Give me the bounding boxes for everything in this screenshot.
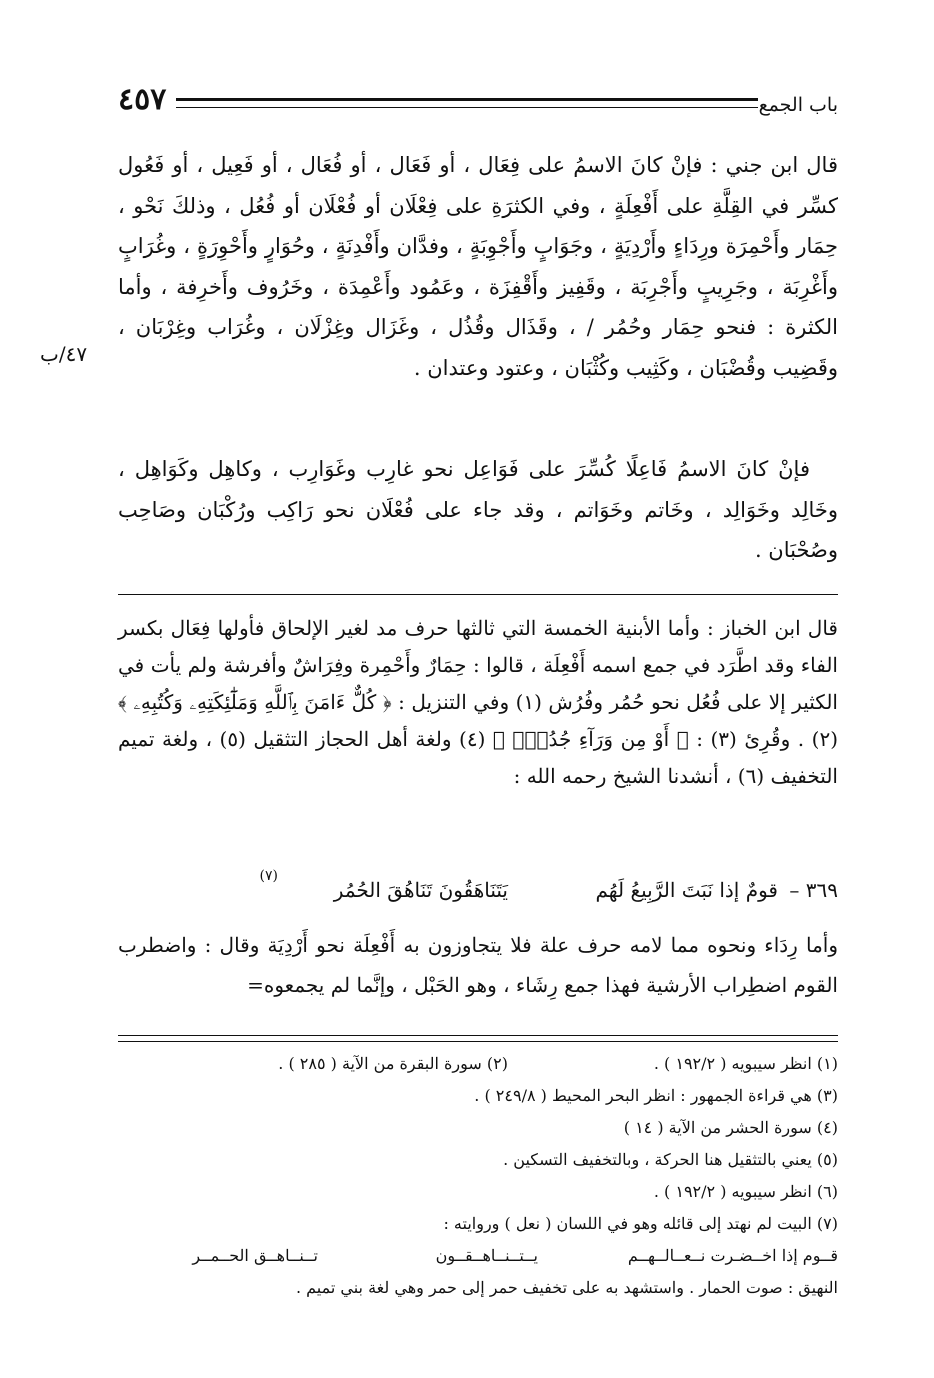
footnote-4: (٤) سورة الحشر من الآية ( ١٤ ) bbox=[623, 1118, 838, 1137]
footnote-poem-part-1: قــوم إذا اخــضـرت نــعــالــهــم bbox=[627, 1246, 838, 1265]
header-rule bbox=[176, 98, 758, 108]
footnote-5: (٥) يعني بالتثقيل هنا الحركة ، وبالتخفيف التسكين . bbox=[503, 1150, 838, 1169]
paragraph-fa3il: فإنْ كانَ الاسمُ فَاعِلًا كُسِّرَ على فَوَاعِل نحو غارِب وغَوَارِب ، وكاهِل وكَوَاهِل ، وخَالِد وخَوَالِد ، وخَاتم وخَوَاتم ، وقد جاء على فُعْلَان نحو رَاكِب ورُكْبَان وصَاحِب وصُحْبَان . bbox=[118, 457, 838, 562]
verse-number: ٣٦٩ – bbox=[789, 878, 838, 902]
margin-folio-note: ٤٧/ب bbox=[40, 342, 88, 366]
running-title: باب الجمع bbox=[758, 94, 838, 116]
section-separator bbox=[118, 594, 838, 595]
paragraph-rida: وأما رِدَاء ونحوه مما لامه حرف علة فلا يتجاوزون به أَفْعِلَة نحو أَرْدِيَة وقال : واضطرب القوم اضطِراب الأرشية فهذا جمع رِشَاء ، وهو الحَبْل ، وإنَّما لم يجمعوه= bbox=[118, 933, 838, 997]
footnote-poem-part-2: يــتــنــاهــقــون bbox=[435, 1246, 538, 1265]
footnote-poem-line bbox=[118, 1240, 838, 1272]
paragraph-ibn-alkhabbaz: قال ابن الخباز : وأما الأبنية الخمسة التي ثالثها حرف مد لغير الإلحاق فأولها فِعَال بكسر الفاء وقد اطَّرَد في جمع اسمه أَفْعِلَة ، قالوا : حِمَارٌ وأَحْمِرة وفِرَاشٌ وأفرشة ولم يأت في الكثير إلا على فُعُل نحو حُمُر وفُرُش (١) وفي التنزيل : ﴿ كُلٌّ ءَامَنَ بِٱللَّهِ وَمَلَٰٓئِكَتِهِۦ وَكُتُبِهِۦ ﴾ (٢) . وقُرِئ (٣) : ﴿ أَوْ مِن وَرَآءِ جُدُرٍۭ ﴾ (٤) ولغة أهل الحجاز التثقيل (٥) ، ولغة تميم التخفيف (٦) ، أنشدنا الشيخ رحمه الله : bbox=[118, 616, 838, 788]
page-number: ٤٥٧ bbox=[118, 82, 167, 117]
paragraph-ibn-jinni: قال ابن جني : فإنْ كانَ الاسمُ على فِعَال ، أو فَعَال ، أو فُعَال ، أو فَعِيل ، أو فَعُول كسِّر في القِلَّةِ على أَفْعِلَةٍ ، وفي الكثرَةِ على فِعْلَان أو فُعْلَان أو فُعُل ، وذلكَ نَحْو ، حِمَار وأَحْمِرَة ورِدَاءٍ وأَرْدِيَةٍ ، وجَوَابٍ وأَجْوِبَةٍ ، وفدَّان وأَفْدِنَةٍ ، وحُوَارٍ وأَحْوِرَةٍ ، وغُرَابٍ وأَغْرِبَة ، وجَرِيبٍ وأَجْرِبَة ، وقَفِيز وأَقْفِزَة ، وعَمُود وأَعْمِدَة ، وخَرُوف وأَخرِفة ، وأما الكثرة : فنحو حِمَار وحُمُر / ، وقَذَال وقُذُل ، وغَزَال وغِزْلَان ، وغُرَاب وغِرْبَان ، وقَضِيب وقُضْبَان ، وكَثِيب وكُثْبَان ، وعتود وعتدان . bbox=[118, 153, 838, 380]
page-header bbox=[118, 82, 838, 122]
footnote-row bbox=[118, 1048, 838, 1080]
footnote-7: (٧) البيت لم نهتد إلى قائله وهو في اللسان ( نعل ) وروايته : bbox=[443, 1214, 838, 1233]
footnote-explanation: النهيق : صوت الحمار . واستشهد به على تخفيف حمر إلى حمر وهي لغة بني تميم . bbox=[295, 1278, 838, 1297]
footnote-1: (١) انظر سيبويه ( ١٩٢/٢ ) . bbox=[653, 1054, 838, 1073]
footnote-3: (٣) هي قراءة الجمهور : انظر البحر المحيط ( ٢٤٩/٨ ) . bbox=[474, 1086, 838, 1105]
footnotes bbox=[118, 1048, 838, 1304]
verse-second-hemistich: يَتَنَاهَقُونَ تَنَاهُقَ الحُمُر bbox=[333, 878, 508, 902]
verse-footnote-ref: (٧) bbox=[259, 868, 278, 884]
footnote-poem-part-3: تــنــاهــق الحــمــر bbox=[192, 1246, 318, 1265]
footnote-2: (٢) سورة البقرة من الآية ( ٢٨٥ ) . bbox=[278, 1054, 508, 1073]
footnote-6: (٦) انظر سيبويه ( ١٩٢/٢ ) . bbox=[653, 1182, 838, 1201]
footnote-rule bbox=[118, 1035, 838, 1042]
verse-first-hemistich: قومٌ إذا نَبَتَ الرَّبِيعُ لَهُم bbox=[595, 878, 778, 902]
